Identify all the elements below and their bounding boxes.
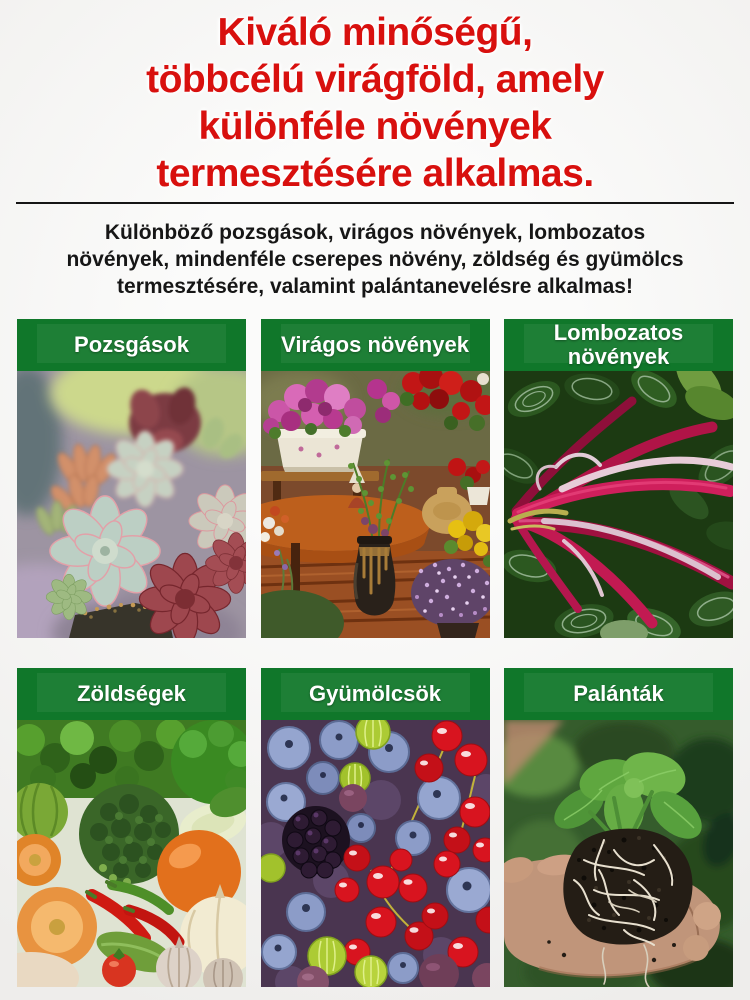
- headline-line: többcélú virágföld, amely: [146, 58, 604, 101]
- foliage-plants-photo: [504, 371, 733, 638]
- card-pozsgasok: [17, 319, 246, 638]
- page-title: [0, 0, 750, 197]
- card-header: [504, 668, 733, 720]
- headline-line: Kiváló minőségű,: [217, 11, 533, 54]
- divider-line: [16, 202, 734, 204]
- card-label: Lombozatos növények: [553, 320, 684, 369]
- card-header: [504, 319, 733, 371]
- card-label: Gyümölcsök: [308, 681, 442, 706]
- card-zoldsegek: [17, 668, 246, 987]
- card-label: Palánták: [573, 681, 664, 706]
- intro-text: [0, 219, 750, 300]
- headline-line: termesztésére alkalmas.: [156, 152, 594, 195]
- intro-line: termesztésére, valamint palántanevelésre alkalmas!: [117, 275, 633, 298]
- category-grid: [17, 319, 733, 987]
- flowering-plants-photo: [261, 371, 490, 638]
- headline-line: különféle növények: [198, 105, 552, 148]
- card-header: [17, 319, 246, 371]
- card-header: [261, 319, 490, 371]
- card-lombozatos-novenyek: [504, 319, 733, 638]
- card-header: [261, 668, 490, 720]
- card-label: Zöldségek: [77, 681, 186, 706]
- card-gyumolcsok: [261, 668, 490, 987]
- card-label: Pozsgások: [74, 332, 189, 357]
- card-viragos-novenyek: [261, 319, 490, 638]
- succulents-photo: [17, 371, 246, 638]
- seedlings-photo: [504, 720, 733, 987]
- card-palantak: [504, 668, 733, 987]
- intro-line: Különböző pozsgások, virágos növények, lombozatos: [104, 221, 646, 244]
- card-header: [17, 668, 246, 720]
- card-label: Virágos növények: [281, 332, 469, 357]
- fruits-photo: [261, 720, 490, 987]
- vegetables-photo: [17, 720, 246, 987]
- intro-line: növények, mindenféle cserepes növény, zöldség és gyümölcs: [66, 248, 684, 271]
